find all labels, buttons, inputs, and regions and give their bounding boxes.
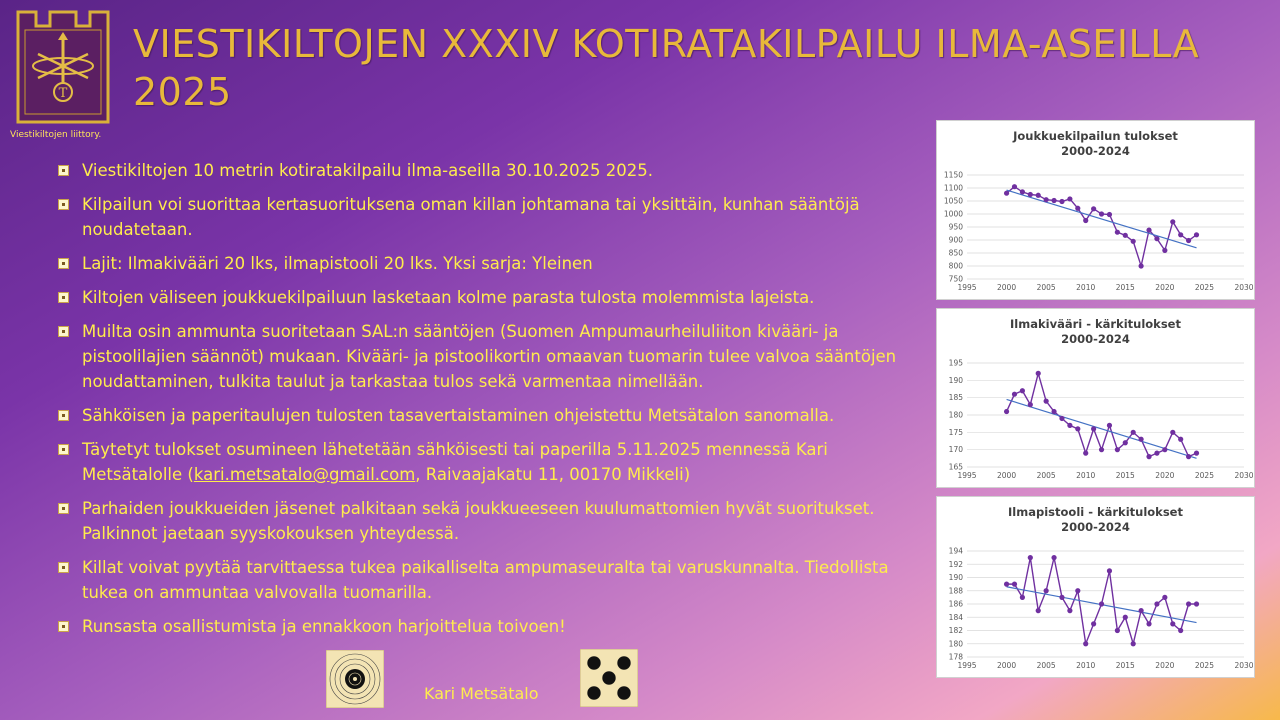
list-item (56, 437, 914, 487)
data-point (1036, 371, 1041, 376)
logo-caption: Viestikiltojen liittory. (10, 130, 102, 140)
data-point (1083, 451, 1088, 456)
data-point (1123, 615, 1128, 620)
data-point (1012, 184, 1017, 189)
data-point (1083, 218, 1088, 223)
data-point (1036, 608, 1041, 613)
data-point (1012, 582, 1017, 587)
list-item (56, 555, 914, 605)
data-point (1075, 206, 1080, 211)
chart-team-results-svg (937, 121, 1254, 299)
y-tick-label: 800 (948, 261, 963, 271)
x-tick-label: 2005 (1036, 283, 1056, 292)
x-tick-label: 2015 (1115, 471, 1135, 480)
y-tick-label: 750 (948, 274, 963, 284)
data-point (1091, 426, 1096, 431)
y-tick-label: 178 (948, 652, 963, 662)
data-point (1131, 641, 1136, 646)
chart-air-rifle (936, 308, 1255, 488)
list-item (56, 285, 914, 310)
data-point (1139, 608, 1144, 613)
page-title: VIESTIKILTOJEN XXXIV KOTIRATAKILPAILU ILMA-ASEILLA 2025 (133, 22, 1200, 114)
data-point (1051, 409, 1056, 414)
data-point (1131, 239, 1136, 244)
data-point (1178, 437, 1183, 442)
data-point (1154, 236, 1159, 241)
bullet-marker-icon (58, 165, 69, 176)
x-tick-label: 1995 (957, 471, 977, 480)
list-item (56, 614, 914, 639)
data-point (1123, 440, 1128, 445)
data-point (1162, 248, 1167, 253)
data-point (1044, 399, 1049, 404)
data-point (1162, 447, 1167, 452)
trend-line (1007, 190, 1197, 248)
data-point (1170, 219, 1175, 224)
chart-subtitle: 2000-2024 (1061, 144, 1130, 158)
data-point (1146, 454, 1151, 459)
data-point (1059, 416, 1064, 421)
data-point (1036, 193, 1041, 198)
data-point (1115, 628, 1120, 633)
x-tick-label: 2025 (1194, 661, 1214, 670)
data-point (1139, 263, 1144, 268)
x-tick-label: 2025 (1194, 471, 1214, 480)
chart-subtitle: 2000-2024 (1061, 520, 1130, 534)
data-point (1028, 192, 1033, 197)
data-point (1123, 233, 1128, 238)
data-point (1004, 191, 1009, 196)
y-tick-label: 185 (948, 393, 963, 403)
bullet-text: Killat voivat pyytää tarvittaessa tukea paikalliselta ampumaseuralta tai varuskunnalta. Tiedollista tukea on ammuntaa valvovalla tuomarilla. (82, 558, 889, 602)
data-point (1131, 430, 1136, 435)
x-tick-label: 1995 (957, 283, 977, 292)
y-tick-label: 175 (948, 427, 963, 437)
x-tick-label: 2010 (1076, 661, 1096, 670)
chart-air-pistol (936, 496, 1255, 678)
viestikiltojen-liitto-logo-icon (14, 10, 112, 124)
data-point (1004, 409, 1009, 414)
y-tick-label: 192 (948, 559, 963, 569)
data-point (1178, 232, 1183, 237)
data-point (1146, 228, 1151, 233)
x-tick-label: 2015 (1115, 661, 1135, 670)
email-link[interactable]: kari.metsatalo@gmail.com (193, 465, 416, 484)
data-point (1083, 641, 1088, 646)
chart-subtitle: 2000-2024 (1061, 332, 1130, 346)
chart-air-pistol-svg (937, 497, 1254, 677)
bullet-marker-icon (58, 503, 69, 514)
x-tick-label: 2025 (1194, 283, 1214, 292)
data-point (1115, 230, 1120, 235)
list-item (56, 403, 914, 428)
data-point (1067, 608, 1072, 613)
x-tick-label: 2030 (1234, 283, 1254, 292)
y-tick-label: 190 (948, 573, 963, 582)
bullet-marker-icon (58, 621, 69, 632)
chart-air-rifle-svg (937, 309, 1254, 487)
bullet-text: Täytetyt tulokset osumineen lähetetään sähköisesti tai paperilla 5.11.2025 mennessä Kari Metsätalolle ( (82, 440, 828, 484)
signature: Kari Metsätalo (424, 684, 539, 703)
data-point (1146, 621, 1151, 626)
y-tick-label: 1100 (943, 183, 963, 193)
x-tick-label: 2020 (1155, 283, 1175, 292)
data-point (1051, 555, 1056, 560)
y-tick-label: 165 (948, 462, 963, 472)
data-point (1051, 198, 1056, 203)
y-tick-label: 188 (948, 586, 963, 596)
bullet-text: Parhaiden joukkueiden jäsenet palkitaan sekä joukkueeseen kuulumattomien hyvät suoritukset. Palkinnot jaetaan syyskokouksen yhteydessä. (82, 499, 875, 543)
data-point (1028, 402, 1033, 407)
data-point (1012, 392, 1017, 397)
data-point (1154, 601, 1159, 606)
bullet-marker-icon (58, 199, 69, 210)
y-tick-label: 1050 (943, 196, 963, 206)
data-point (1059, 199, 1064, 204)
chart-team-results (936, 120, 1255, 300)
bullet-marker-icon (58, 258, 69, 269)
data-point (1099, 447, 1104, 452)
data-point (1186, 601, 1191, 606)
bullet-marker-icon (58, 326, 69, 337)
data-point (1020, 388, 1025, 393)
y-tick-label: 194 (948, 546, 963, 556)
y-tick-label: 1000 (943, 209, 963, 219)
data-point (1194, 601, 1199, 606)
bullet-text: Kiltojen väliseen joukkuekilpailuun lasketaan kolme parasta tulosta molemmista lajeista. (82, 288, 815, 307)
list-item (56, 158, 914, 183)
chart-title: Joukkuekilpailun tulokset (1013, 129, 1178, 143)
x-tick-label: 2010 (1076, 471, 1096, 480)
y-tick-label: 182 (948, 626, 963, 635)
data-point (1044, 197, 1049, 202)
data-point (1162, 595, 1167, 600)
x-tick-label: 2015 (1115, 283, 1135, 292)
bullet-list (56, 158, 914, 648)
chart-title: Ilmapistooli - kärkitulokset (1008, 505, 1183, 519)
data-point (1099, 601, 1104, 606)
data-point (1028, 555, 1033, 560)
y-tick-label: 190 (948, 375, 963, 385)
bullet-text: Runsasta osallistumista ja ennakkoon harjoittelua toivoen! (82, 617, 566, 636)
list-item (56, 319, 914, 394)
data-point (1139, 437, 1144, 442)
svg-text:T: T (58, 86, 68, 101)
data-point (1059, 595, 1064, 600)
x-tick-label: 2000 (997, 471, 1017, 480)
y-tick-label: 850 (948, 248, 963, 258)
data-point (1020, 189, 1025, 194)
chart-title: Ilmakivääri - kärkitulokset (1010, 317, 1181, 331)
bullet-marker-icon (58, 444, 69, 455)
bullet-text: Muilta osin ammunta suoritetaan SAL:n sääntöjen (Suomen Ampumaurheiluliiton kivääri- ja pistoolilajien säännöt) mukaan. Kivääri- ja pistoolikortin omaavan tuomarin tulee valvoa sääntöjen noudattaminen, tulkita taulut ja tarkastaa tulos sekä varmentaa nimellään. (82, 322, 897, 391)
bullet-text: Sähköisen ja paperitaulujen tulosten tasavertaistaminen ohjeistettu Metsätalon sanomalla. (82, 406, 835, 425)
data-point (1107, 568, 1112, 573)
y-tick-label: 180 (948, 410, 963, 420)
data-point (1067, 196, 1072, 201)
x-tick-label: 2020 (1155, 661, 1175, 670)
x-tick-label: 2000 (997, 283, 1017, 292)
x-tick-label: 2030 (1234, 661, 1254, 670)
data-point (1091, 621, 1096, 626)
data-point (1154, 451, 1159, 456)
x-tick-label: 2005 (1036, 661, 1056, 670)
data-point (1091, 206, 1096, 211)
x-tick-label: 2020 (1155, 471, 1175, 480)
y-tick-label: 900 (948, 235, 963, 245)
data-point (1170, 430, 1175, 435)
data-point (1170, 621, 1175, 626)
data-point (1107, 423, 1112, 428)
bullet-text: Kilpailun voi suorittaa kertasuorituksena oman killan johtamana tai yksittäin, kunhan sääntöjä noudatetaan. (82, 195, 860, 239)
bullet-text: Viestikiltojen 10 metrin kotiratakilpailu ilma-aseilla 30.10.2025 2025. (82, 161, 654, 180)
bullet-marker-icon (58, 292, 69, 303)
x-tick-label: 2010 (1076, 283, 1096, 292)
list-item (56, 496, 914, 546)
x-tick-label: 2005 (1036, 471, 1056, 480)
y-tick-label: 184 (948, 612, 963, 622)
data-point (1099, 211, 1104, 216)
y-tick-label: 195 (948, 358, 963, 368)
data-point (1075, 588, 1080, 593)
x-tick-label: 2000 (997, 661, 1017, 670)
y-tick-label: 186 (948, 599, 963, 609)
data-point (1178, 628, 1183, 633)
data-point (1044, 588, 1049, 593)
data-point (1194, 232, 1199, 237)
data-point (1075, 426, 1080, 431)
data-point (1020, 595, 1025, 600)
list-item (56, 192, 914, 242)
y-tick-label: 1150 (943, 170, 963, 180)
data-point (1115, 447, 1120, 452)
data-point (1194, 451, 1199, 456)
y-tick-label: 170 (948, 445, 963, 455)
data-point (1004, 582, 1009, 587)
x-tick-label: 1995 (957, 661, 977, 670)
data-point (1186, 238, 1191, 243)
bullet-marker-icon (58, 410, 69, 421)
x-tick-label: 2030 (1234, 471, 1254, 480)
y-tick-label: 950 (948, 222, 963, 232)
data-point (1107, 212, 1112, 217)
bullet-marker-icon (58, 562, 69, 573)
pistol-multi-target-icon (580, 649, 638, 707)
y-tick-label: 180 (948, 639, 963, 649)
bullet-text: Lajit: Ilmakivääri 20 lks, ilmapistooli 20 lks. Yksi sarja: Yleinen (82, 254, 593, 273)
data-point (1067, 423, 1072, 428)
bullet-text: , Raivaajakatu 11, 00170 Mikkeli) (415, 465, 691, 484)
list-item (56, 251, 914, 276)
data-point (1186, 454, 1191, 459)
rifle-target-icon (326, 650, 384, 708)
